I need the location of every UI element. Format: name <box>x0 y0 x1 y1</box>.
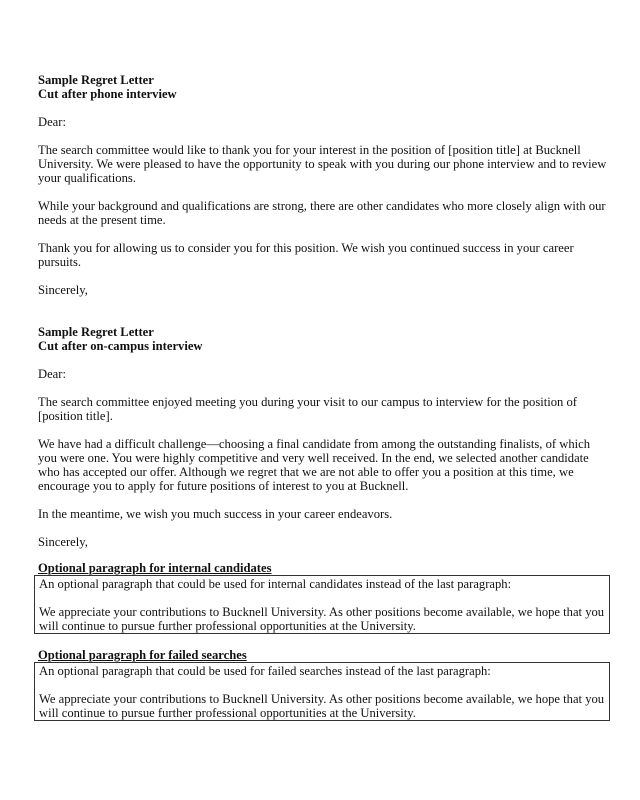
optional-body: We appreciate your contributions to Bucknell University. As other positions become available, we hope that you will continue to pursue further professional opportunities at the University. <box>39 605 605 633</box>
optional-intro: An optional paragraph that could be used for internal candidates instead of the last paragraph: <box>39 577 512 591</box>
regret-letter-on-campus <box>38 325 610 549</box>
optional-section-title: Optional paragraph for internal candidates <box>38 561 272 575</box>
closing: Sincerely, <box>38 535 88 549</box>
paragraph: We have had a difficult challenge—choosing a final candidate from among the outstanding finalists, of which you were one. You were highly competitive and very well received. In the end, we selected another candidate who has accepted our offer. Although we regret that we are not able to offer you a position at this time, we encourage you to apply for future positions of interest to you at Bucknell. <box>38 437 591 493</box>
letter-subtitle: Cut after on-campus interview <box>38 339 203 353</box>
paragraph: While your background and qualifications are strong, there are other candidates who more closely align with our needs at the present time. <box>38 199 606 227</box>
salutation: Dear: <box>38 115 66 129</box>
optional-body: We appreciate your contributions to Bucknell University. As other positions become available, we hope that you will continue to pursue further professional opportunities at the University. <box>39 692 605 720</box>
letter-title: Sample Regret Letter <box>38 73 154 87</box>
closing: Sincerely, <box>38 283 88 297</box>
optional-internal-section <box>38 561 610 634</box>
document-page <box>38 73 610 721</box>
letter-subtitle: Cut after phone interview <box>38 87 177 101</box>
optional-paragraph-box <box>34 575 610 634</box>
paragraph: The search committee enjoyed meeting you during your visit to our campus to interview for the position of [position title]. <box>38 395 577 423</box>
paragraph: In the meantime, we wish you much success in your career endeavors. <box>38 507 393 521</box>
regret-letter-phone <box>38 73 610 297</box>
optional-paragraph-box <box>34 662 610 721</box>
letter-title: Sample Regret Letter <box>38 325 154 339</box>
optional-failed-section <box>38 648 610 721</box>
salutation: Dear: <box>38 367 66 381</box>
optional-section-title: Optional paragraph for failed searches <box>38 648 247 662</box>
paragraph: Thank you for allowing us to consider you for this position. We wish you continued success in your career pursuits. <box>38 241 574 269</box>
optional-intro: An optional paragraph that could be used for failed searches instead of the last paragraph: <box>39 664 491 678</box>
paragraph: The search committee would like to thank you for your interest in the position of [position title] at Bucknell University. We were pleased to have the opportunity to speak with you during our phone interview and to review your qualifications. <box>38 143 607 185</box>
